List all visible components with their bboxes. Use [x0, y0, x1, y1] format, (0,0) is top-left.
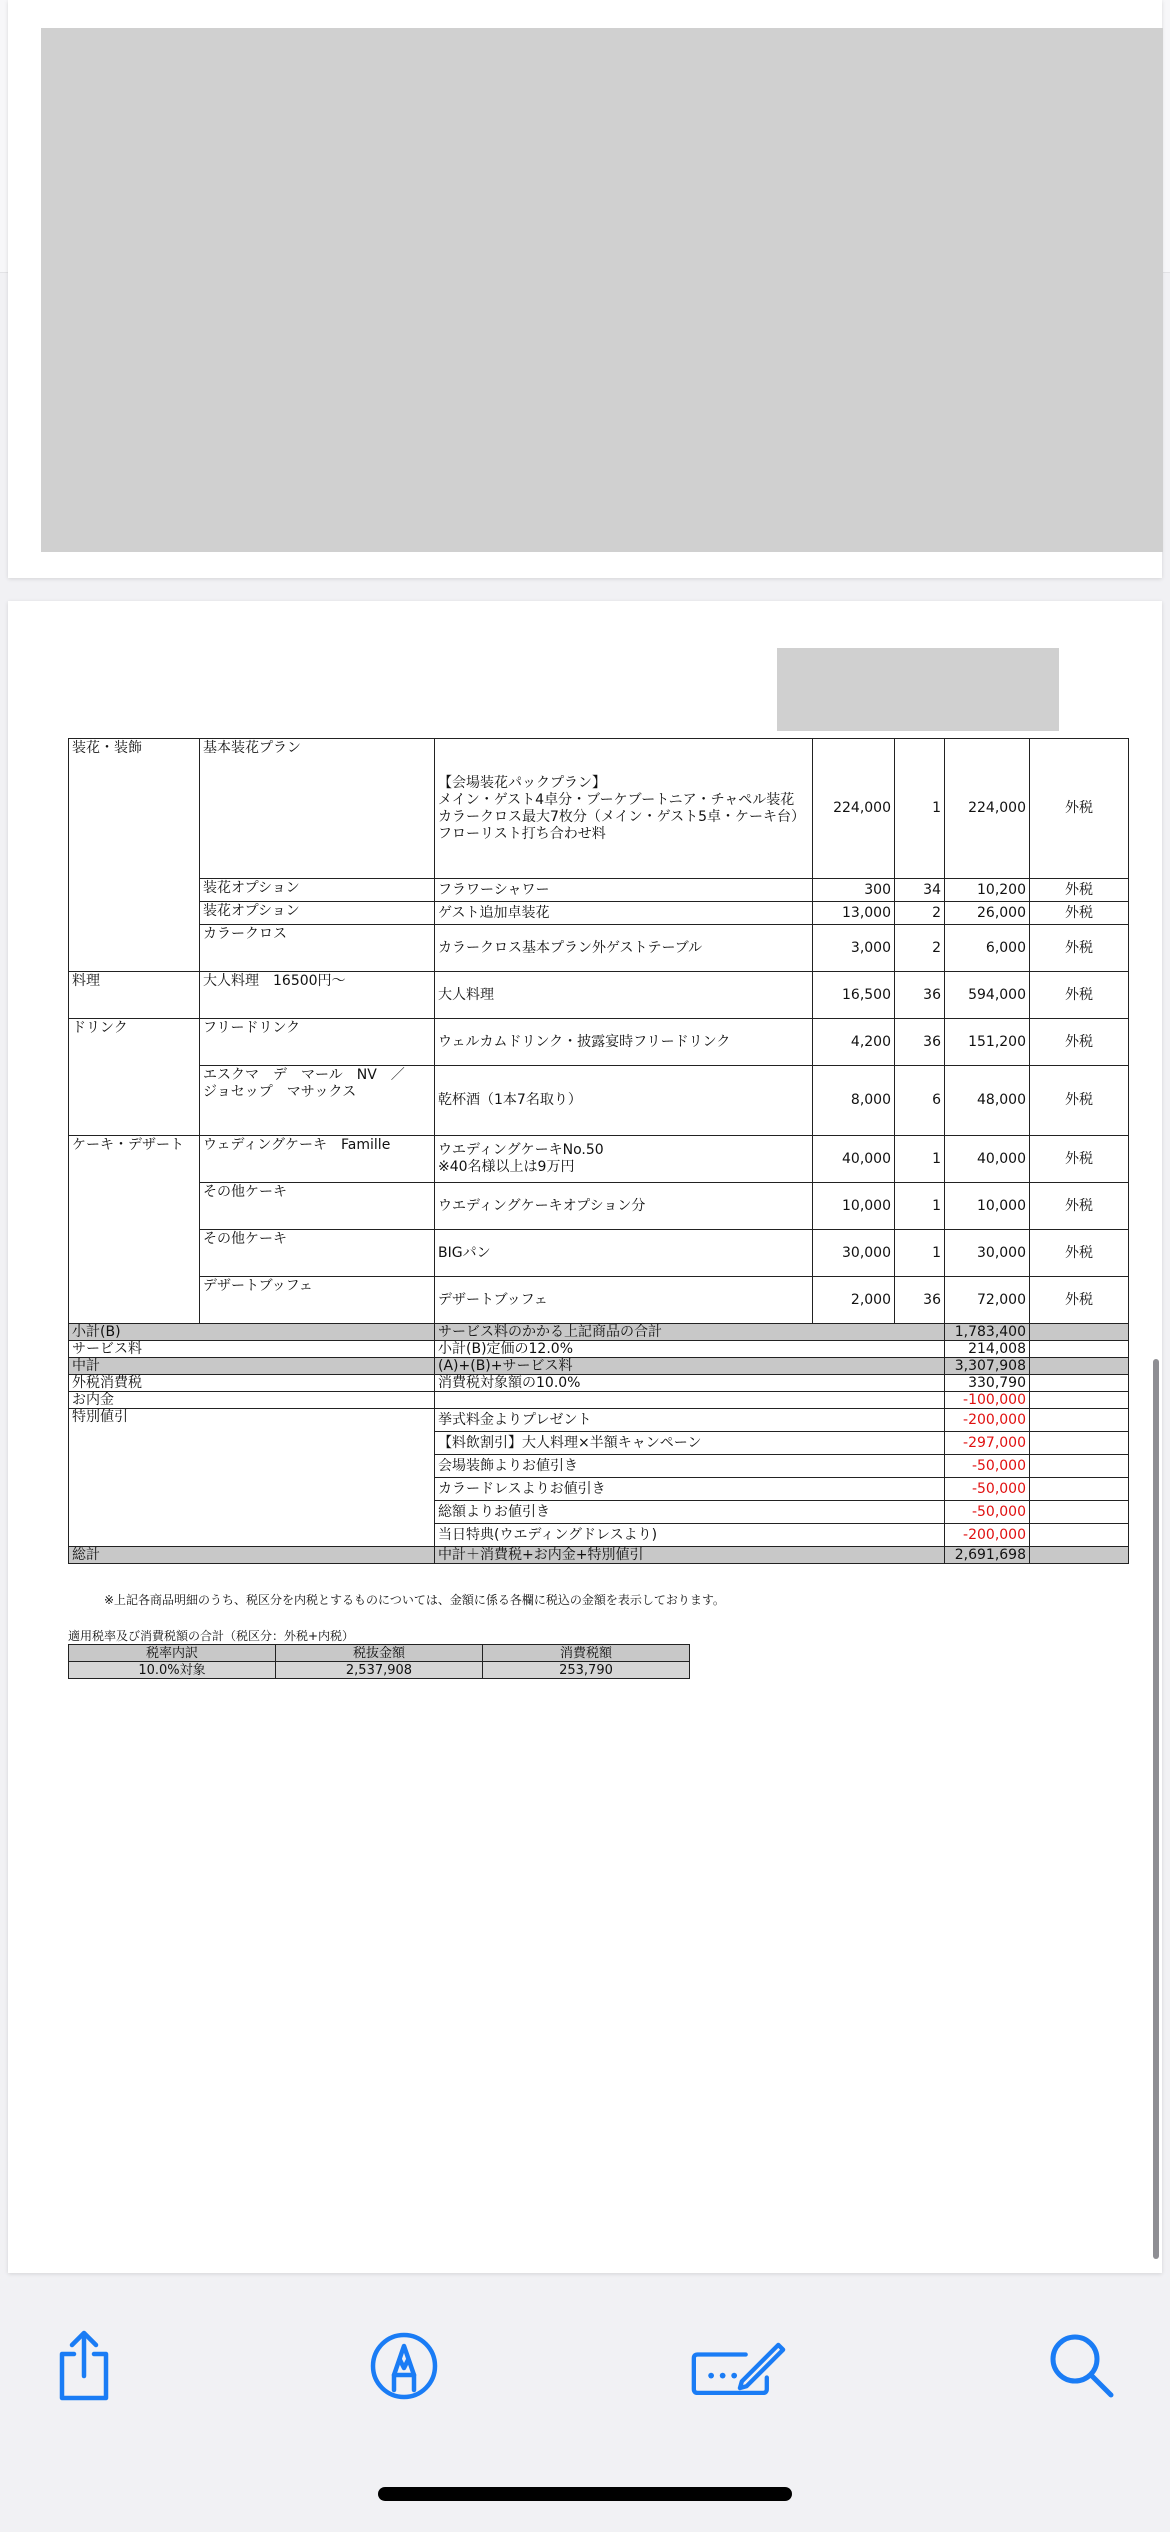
quantity-cell: 36	[895, 972, 945, 1019]
tax-type-cell: 外税	[1030, 1136, 1129, 1183]
summary-label: 外税消費税	[69, 1375, 435, 1392]
tax-type-cell: 外税	[1030, 739, 1129, 879]
unit-price-cell: 4,200	[813, 1019, 895, 1066]
summary-label: 小計(B)	[69, 1324, 435, 1341]
amount-cell: 26,000	[945, 902, 1030, 925]
discount-amount: -297,000	[945, 1432, 1030, 1455]
unit-price-cell: 16,500	[813, 972, 895, 1019]
discount-description: 挙式料金よりプレゼント	[435, 1409, 945, 1432]
summary-description: サービス料のかかる上記商品の合計	[435, 1324, 945, 1341]
tax-type-cell: 外税	[1030, 925, 1129, 972]
item-cell: 大人料理 16500円〜	[200, 972, 435, 1019]
summary-amount: -100,000	[945, 1392, 1030, 1409]
description-cell: ウエディングケーキオプション分	[435, 1183, 813, 1230]
share-button[interactable]	[36, 2318, 132, 2414]
rate-header: 消費税額	[483, 1645, 690, 1662]
document-page-1	[8, 0, 1162, 578]
rate-cell: 10.0%対象	[69, 1662, 276, 1679]
discount-amount: -50,000	[945, 1478, 1030, 1501]
amount-cell: 224,000	[945, 739, 1030, 879]
description-cell: BIGパン	[435, 1230, 813, 1277]
summary-description: 消費税対象額の10.0%	[435, 1375, 945, 1392]
unit-price-cell: 40,000	[813, 1136, 895, 1183]
tax-type-cell: 外税	[1030, 1183, 1129, 1230]
summary-row-subtotal	[69, 1324, 1129, 1341]
description-cell: 【会場装花パックプラン】 メイン・ゲスト4卓分・ブーケブートニア・チャペル装花 カラークロス最大7枚分（メイン・ゲスト5卓・ケーキ台） フローリスト打ち合わせ料	[435, 739, 813, 879]
item-cell: エスクマ デ マール NV ／ ジョセップ マサックス	[200, 1066, 435, 1136]
description-cell: ウェルカムドリンク・披露宴時フリードリンク	[435, 1019, 813, 1066]
unit-price-cell: 8,000	[813, 1066, 895, 1136]
markup-button[interactable]	[356, 2318, 452, 2414]
discount-row	[69, 1409, 1129, 1432]
total-description: 中計＋消費税+お内金+特別値引	[435, 1547, 945, 1564]
unit-price-cell: 224,000	[813, 739, 895, 879]
signature-icon	[690, 2334, 786, 2398]
amount-cell: 48,000	[945, 1066, 1030, 1136]
item-cell: フリードリンク	[200, 1019, 435, 1066]
discount-description: 【料飲割引】大人料理×半額キャンペーン	[435, 1432, 945, 1455]
quantity-cell: 36	[895, 1277, 945, 1324]
summary-label: お内金	[69, 1392, 435, 1409]
redacted-area	[41, 28, 1163, 552]
discount-amount: -200,000	[945, 1409, 1030, 1432]
discount-description: 会場装飾よりお値引き	[435, 1455, 945, 1478]
quantity-cell: 34	[895, 879, 945, 902]
tax-type-cell: 外税	[1030, 1066, 1129, 1136]
item-cell: その他ケーキ	[200, 1230, 435, 1277]
scrollbar[interactable]	[1153, 1359, 1159, 2259]
quantity-cell: 1	[895, 1230, 945, 1277]
description-cell: ゲスト追加卓装花	[435, 902, 813, 925]
summary-row-service	[69, 1341, 1129, 1358]
category-cell: ケーキ・デザート	[69, 1136, 200, 1324]
rate-header: 税抜金額	[276, 1645, 483, 1662]
summary-amount: 330,790	[945, 1375, 1030, 1392]
category-cell: 料理	[69, 972, 200, 1019]
description-cell: 乾杯酒（1本7名取り）	[435, 1066, 813, 1136]
discount-label: 特別値引	[69, 1409, 435, 1547]
tax-type-cell: 外税	[1030, 972, 1129, 1019]
quantity-cell: 2	[895, 902, 945, 925]
discount-amount: -200,000	[945, 1524, 1030, 1547]
discount-description: カラードレスよりお値引き	[435, 1478, 945, 1501]
description-cell: フラワーシャワー	[435, 879, 813, 902]
share-icon	[52, 2328, 116, 2404]
amount-cell: 40,000	[945, 1136, 1030, 1183]
markup-icon	[368, 2330, 440, 2402]
amount-cell: 594,000	[945, 972, 1030, 1019]
item-cell: デザートブッフェ	[200, 1277, 435, 1324]
summary-amount: 3,307,908	[945, 1358, 1030, 1375]
item-cell: ウェディングケーキ Famille	[200, 1136, 435, 1183]
redacted-area	[777, 648, 1059, 731]
summary-row-tax	[69, 1375, 1129, 1392]
item-cell: 装花オプション	[200, 879, 435, 902]
discount-amount: -50,000	[945, 1501, 1030, 1524]
tax-type-cell: 外税	[1030, 1277, 1129, 1324]
item-cell: 装花オプション	[200, 902, 435, 925]
quantity-cell: 1	[895, 1136, 945, 1183]
signature-button[interactable]	[690, 2318, 786, 2414]
description-cell: ウエディングケーキNo.50 ※40名様以上は9万円	[435, 1136, 813, 1183]
total-amount: 2,691,698	[945, 1547, 1030, 1564]
discount-description: 当日特典(ウエディングドレスより)	[435, 1524, 945, 1547]
quantity-cell: 2	[895, 925, 945, 972]
category-cell: ドリンク	[69, 1019, 200, 1136]
description-cell: デザートブッフェ	[435, 1277, 813, 1324]
document-page-2	[8, 601, 1162, 2273]
quantity-cell: 1	[895, 739, 945, 879]
amount-cell: 72,000	[945, 1277, 1030, 1324]
home-indicator[interactable]	[378, 2487, 792, 2501]
category-cell: 装花・装飾	[69, 739, 200, 972]
tax-note: ※上記各商品明細のうち、税区分を内税とするものについては、金額に係る各欄に税込の金額を表示しております。	[104, 1593, 725, 1607]
search-button[interactable]	[1034, 2318, 1130, 2414]
rate-header: 税率内訳	[69, 1645, 276, 1662]
summary-label: 中計	[69, 1358, 435, 1375]
unit-price-cell: 2,000	[813, 1277, 895, 1324]
amount-cell: 10,000	[945, 1183, 1030, 1230]
summary-description: (A)+(B)+サービス料	[435, 1358, 945, 1375]
summary-row-midtotal	[69, 1358, 1129, 1375]
quantity-cell: 1	[895, 1183, 945, 1230]
tax-type-cell: 外税	[1030, 879, 1129, 902]
tax-type-cell: 外税	[1030, 1230, 1129, 1277]
summary-amount: 214,008	[945, 1341, 1030, 1358]
item-cell: その他ケーキ	[200, 1183, 435, 1230]
description-cell: 大人料理	[435, 972, 813, 1019]
item-cell: 基本装花プラン	[200, 739, 435, 879]
amount-cell: 6,000	[945, 925, 1030, 972]
tax-rate-table	[68, 1644, 690, 1679]
amount-cell: 151,200	[945, 1019, 1030, 1066]
quantity-cell: 36	[895, 1019, 945, 1066]
unit-price-cell: 3,000	[813, 925, 895, 972]
unit-price-cell: 300	[813, 879, 895, 902]
rate-cell: 253,790	[483, 1662, 690, 1679]
total-label: 総計	[69, 1547, 435, 1564]
quantity-cell: 6	[895, 1066, 945, 1136]
summary-row-deposit	[69, 1392, 1129, 1409]
discount-amount: -50,000	[945, 1455, 1030, 1478]
item-cell: カラークロス	[200, 925, 435, 972]
amount-cell: 10,200	[945, 879, 1030, 902]
unit-price-cell: 30,000	[813, 1230, 895, 1277]
discount-description: 総額よりお値引き	[435, 1501, 945, 1524]
summary-amount: 1,783,400	[945, 1324, 1030, 1341]
estimate-table	[68, 738, 1129, 1564]
summary-label: サービス料	[69, 1341, 435, 1358]
summary-description	[435, 1392, 945, 1409]
tax-type-cell: 外税	[1030, 902, 1129, 925]
rate-cell: 2,537,908	[276, 1662, 483, 1679]
summary-description: 小計(B)定価の12.0%	[435, 1341, 945, 1358]
tax-rate-title: 適用税率及び消費税額の合計（税区分：外税+内税）	[68, 1629, 355, 1643]
tax-type-cell: 外税	[1030, 1019, 1129, 1066]
unit-price-cell: 10,000	[813, 1183, 895, 1230]
unit-price-cell: 13,000	[813, 902, 895, 925]
total-row	[69, 1547, 1129, 1564]
amount-cell: 30,000	[945, 1230, 1030, 1277]
description-cell: カラークロス基本プラン外ゲストテーブル	[435, 925, 813, 972]
search-icon	[1047, 2331, 1117, 2401]
